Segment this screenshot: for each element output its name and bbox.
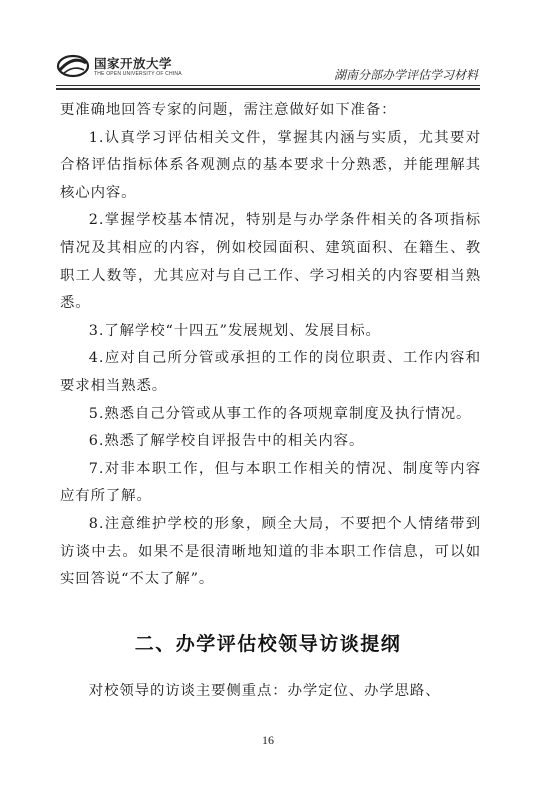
paragraph-item-4: 4.应对自己所分管或承担的工作的岗位职责、工作内容和要求相当熟悉。 bbox=[60, 350, 481, 394]
section-heading: 二、办学评估校领导访谈提纲 bbox=[134, 633, 402, 655]
paragraph-item-6: 6.熟悉了解学校自评报告中的相关内容。 bbox=[88, 433, 365, 450]
body-text bbox=[60, 97, 481, 594]
logo-english-name: THE OPEN UNIVERSITY OF CHINA bbox=[94, 71, 182, 77]
page-header bbox=[56, 50, 480, 88]
ouc-emblem-icon bbox=[56, 53, 90, 79]
paragraph-item-8: 8.注意维护学校的形象，顾全大局，不要把个人情绪带到访谈中去。如果不是很清晰地知道的非本职工作信息，可以如实回答说“不太了解”。 bbox=[60, 515, 481, 588]
running-header-title: 湖南分部办学评估学习材料 bbox=[333, 68, 478, 82]
header-rule-thick bbox=[56, 88, 480, 90]
university-logo bbox=[56, 50, 216, 84]
paragraph-item-1: 1.认真学习评估相关文件，掌握其内涵与实质，尤其要对合格评估指标体系各观测点的基本要求十分熟悉，并能理解其核心内容。 bbox=[60, 129, 481, 201]
paragraph-item-2: 2.掌握学校基本情况，特别是与办学条件相关的各项指标情况及其相应的内容，例如校园面积、建筑面积、在籍生、教职工人数等，尤其应对与自己工作、学习相关的内容要相当熟悉。 bbox=[60, 212, 481, 312]
paragraph-item-5: 5.熟悉自己分管或从事工作的各项规章制度及执行情况。 bbox=[88, 405, 472, 422]
paragraph-item-3: 3.了解学校“十四五”发展规划、发展目标。 bbox=[88, 322, 381, 339]
header-rule-thin bbox=[56, 85, 480, 86]
body-text-continued bbox=[60, 678, 481, 706]
logo-chinese-name: 国家开放大学 bbox=[94, 56, 173, 71]
paragraph-after-heading: 对校领导的访谈主要侧重点：办学定位、办学思路、 bbox=[88, 683, 441, 699]
page-number: 16 bbox=[262, 733, 274, 747]
paragraph-item-7: 7.对非本职工作，但与本职工作相关的情况、制度等内容应有所了解。 bbox=[60, 460, 481, 505]
paragraph-intro: 更准确地回答专家的问题，需注意做好如下准备： bbox=[60, 102, 397, 118]
